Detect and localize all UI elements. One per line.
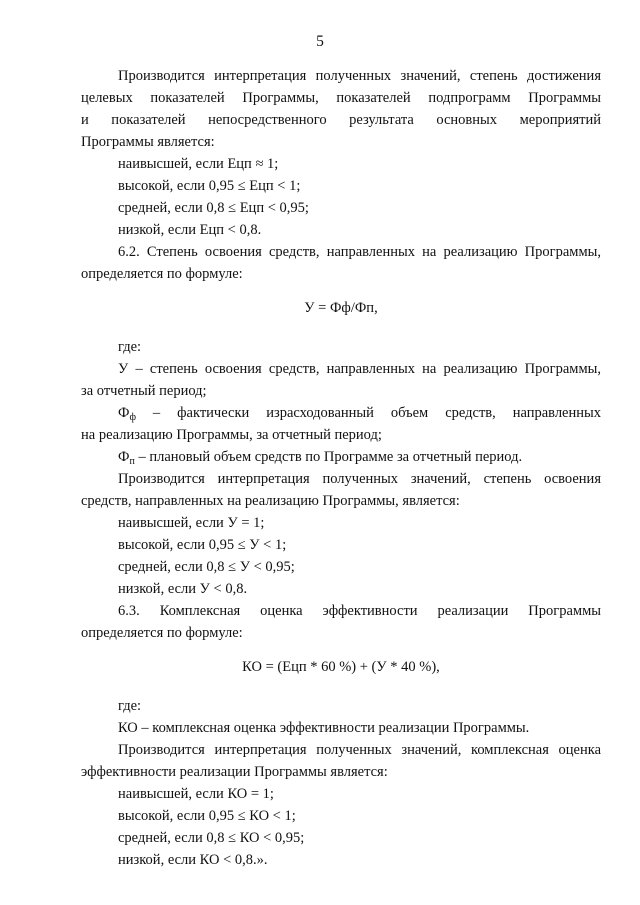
text-line: определяется по формуле:	[81, 266, 243, 282]
where-label: где:	[118, 339, 142, 355]
document-body	[81, 65, 601, 871]
text-line: целевых показателей Программы, показателей подпрограмм Программы	[81, 90, 601, 106]
criterion-item: высокой, если 0,95 ≤ КО < 1;	[118, 808, 296, 824]
definition-fp-text: – плановый объем средств по Программе за отчетный период.	[138, 449, 523, 465]
text-line: Программы является:	[81, 134, 215, 150]
paragraph-interpretation-target	[81, 65, 601, 153]
text-line: и показателей непосредственного результата основных мероприятий	[81, 112, 601, 128]
definition-fp	[81, 446, 601, 468]
text-line: Производится интерпретация полученных значений, комплексная оценка	[118, 742, 601, 758]
definition-ko: КО – комплексная оценка эффективности реализации Программы.	[118, 720, 530, 736]
section-6-2	[81, 241, 601, 600]
criterion-item: наивысшей, если У = 1;	[118, 515, 265, 531]
definition-u: У – степень освоения средств, направленных на реализацию Программы,	[118, 361, 601, 377]
criterion-item: высокой, если 0,95 ≤ Ецп < 1;	[118, 178, 301, 194]
page-number: 5	[316, 33, 324, 50]
text-line: эффективности реализации Программы является:	[81, 764, 388, 780]
section-6-3	[81, 600, 601, 871]
section-heading-line: 6.3. Комплексная оценка эффективности реализации Программы	[118, 603, 601, 619]
symbol-f: Ф	[118, 405, 130, 421]
symbol-f: Ф	[118, 449, 130, 465]
text-line: за отчетный период;	[81, 383, 207, 399]
criterion-item: низкой, если У < 0,8.	[118, 581, 248, 597]
formula-u: У = Фф/Фп,	[304, 300, 378, 316]
formula-ko: КО = (Ецп * 60 %) + (У * 40 %),	[242, 659, 440, 675]
criterion-item: низкой, если КО < 0,8.».	[118, 852, 268, 868]
criterion-item: наивысшей, если Ецп ≈ 1;	[118, 156, 279, 172]
text-line: Производится интерпретация полученных значений, степень освоения	[118, 471, 601, 487]
text-line: на реализацию Программы, за отчетный период;	[81, 427, 382, 443]
criterion-item: средней, если 0,8 ≤ КО < 0,95;	[118, 830, 305, 846]
definition-ff	[81, 402, 601, 424]
criteria-list-ecp	[81, 153, 601, 241]
criterion-item: средней, если 0,8 ≤ Ецп < 0,95;	[118, 200, 309, 216]
section-heading-line: 6.2. Степень освоения средств, направленных на реализацию Программы,	[118, 244, 601, 260]
criterion-item: высокой, если 0,95 ≤ У < 1;	[118, 537, 287, 553]
subscript-p: п	[129, 456, 135, 467]
text-line: определяется по формуле:	[81, 625, 243, 641]
definition-ff-text: – фактически израсходованный объем средств, направленных	[152, 405, 602, 421]
criterion-item: наивысшей, если КО = 1;	[118, 786, 274, 802]
where-label: где:	[118, 698, 142, 714]
text-line: Производится интерпретация полученных значений, степень достижения	[118, 68, 601, 84]
criterion-item: низкой, если Ецп < 0,8.	[118, 222, 262, 238]
subscript-f: ф	[129, 412, 136, 423]
text-line: средств, направленных на реализацию Программы, является:	[81, 493, 460, 509]
criterion-item: средней, если 0,8 ≤ У < 0,95;	[118, 559, 295, 575]
